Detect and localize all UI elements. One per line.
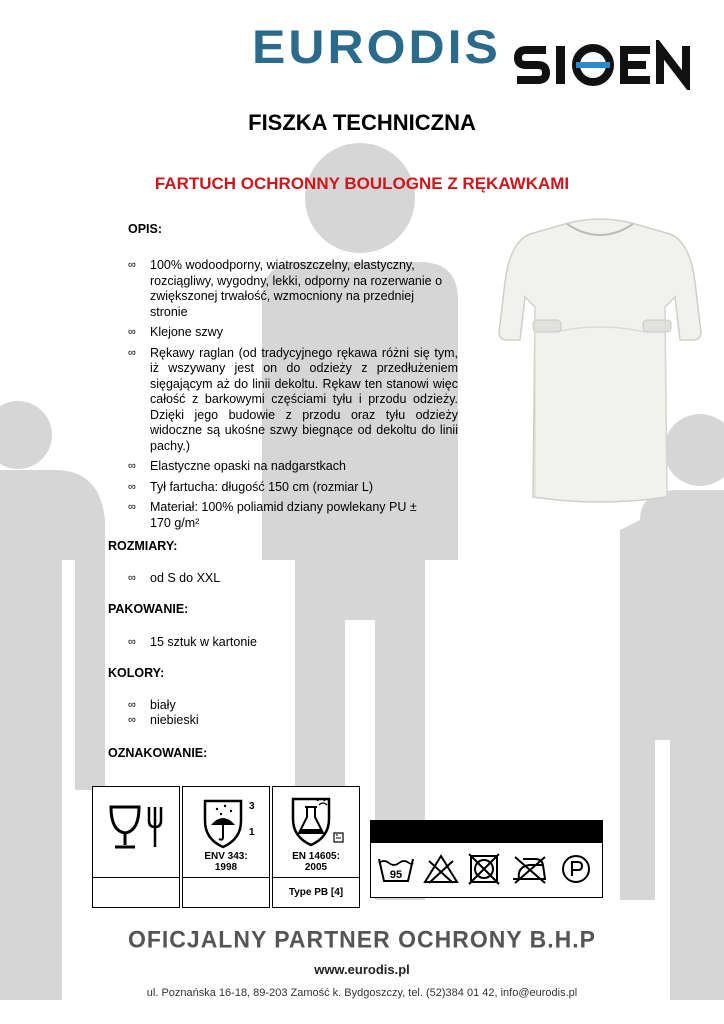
footer-address: ul. Poznańska 16-18, 89-203 Zamość k. Bydgoszczy, tel. (52)384 01 42, info@eurodis.pl [146, 987, 578, 999]
dry-clean-p-icon [559, 853, 593, 885]
list-item: ∞ Tył fartucha: długość 150 cm (rozmiar L) [128, 479, 373, 494]
marking-heading: OZNAKOWANIE: [108, 746, 208, 760]
bullet-icon: ∞ [128, 480, 136, 493]
eurodis-logo: EURODIS [252, 20, 501, 74]
env-class-bottom: 1 [249, 827, 255, 838]
no-iron-icon [509, 853, 551, 885]
list-item: ∞ od S do XXL [128, 571, 221, 585]
gown-product-image [495, 212, 705, 504]
list-item: ∞ Materiał: 100% poliamid dziany powlekany PU ± 170 g/m² [128, 500, 417, 530]
description-heading: OPIS: [128, 222, 163, 236]
no-bleach-icon [423, 853, 459, 885]
sizes-heading: ROZMIARY: [108, 539, 178, 553]
list-item: ∞ Elastyczne opaski na nadgarstkach [128, 459, 346, 473]
sizes-list [128, 571, 458, 592]
document-title: FISZKA TECHNICZNA [248, 110, 476, 135]
list-item: ∞ biały [128, 698, 176, 712]
footer-partner: OFICJALNY PARTNER OCHRONY B.H.P [127, 925, 597, 953]
bullet-icon: ∞ [128, 346, 136, 359]
care-symbols-box [370, 820, 603, 898]
chem-standard-label: EN 14605: 2005 [292, 851, 340, 873]
bullet-icon: ∞ [128, 259, 136, 271]
care-header-bar [371, 821, 602, 843]
bullet-icon: ∞ [128, 699, 136, 711]
list-item: ∞ 100% wodoodporny, wiatroszczelny, elastyczny, rozciągliwy, wygodny, lekki, odporny na rozerwanie o zwiększonej trwałość, wzmocniony na przedniej stronie [128, 258, 443, 319]
chemical-protection-icon [287, 793, 347, 849]
packing-list [128, 635, 458, 656]
left-silhouette [0, 401, 105, 1000]
bullet-icon: ∞ [128, 501, 136, 513]
packing-heading: PAKOWANIE: [108, 602, 189, 616]
food-safe-icon [103, 803, 169, 853]
chem-type-label: Type PB [4] [288, 887, 344, 898]
bullet-icon: ∞ [128, 572, 136, 584]
weather-protection-icon [197, 795, 257, 851]
colors-heading: KOLORY: [108, 666, 165, 680]
colors-list [128, 698, 458, 733]
list-item: ∞ Rękawy raglan (od tradycyjnego rękawa różni się tym, iż wszywany jest on do odzieży z przedłużeniem sięgającym aż do linii dekoltu. Rękaw ten stanowi więc całość z barkowymi częściami tyłu i przodu odzieży. Dzięki jego budowie z przodu oraz tyłu odzieży widoczne są ukośne szwy biegnące od dekoltu do linii pachy.) [128, 345, 458, 453]
sioen-logo-mark [514, 40, 694, 90]
description-list [128, 258, 458, 536]
env343-box [182, 786, 270, 908]
bullet-icon: ∞ [128, 460, 136, 472]
product-title: FARTUCH OCHRONNY BOULOGNE Z RĘKAWKAMI [154, 174, 570, 193]
list-item: ∞ Klejone szwy [128, 325, 223, 339]
bullet-icon: ∞ [128, 714, 136, 726]
list-item: ∞ 15 sztuk w kartonie [128, 635, 257, 649]
wash-95-icon [377, 853, 415, 885]
wash-temp-text: 95 [389, 869, 403, 881]
no-tumble-dry-icon [467, 853, 501, 885]
bullet-icon: ∞ [128, 326, 136, 338]
food-contact-box [92, 786, 180, 908]
env-class-top: 3 [249, 801, 255, 812]
footer-website[interactable]: www.eurodis.pl [314, 962, 410, 977]
list-item: ∞ niebieski [128, 713, 199, 727]
sioen-logo [514, 40, 694, 90]
env-standard-label: ENV 343: 1998 [204, 851, 248, 873]
bullet-icon: ∞ [128, 636, 136, 648]
en14605-box [272, 786, 360, 908]
